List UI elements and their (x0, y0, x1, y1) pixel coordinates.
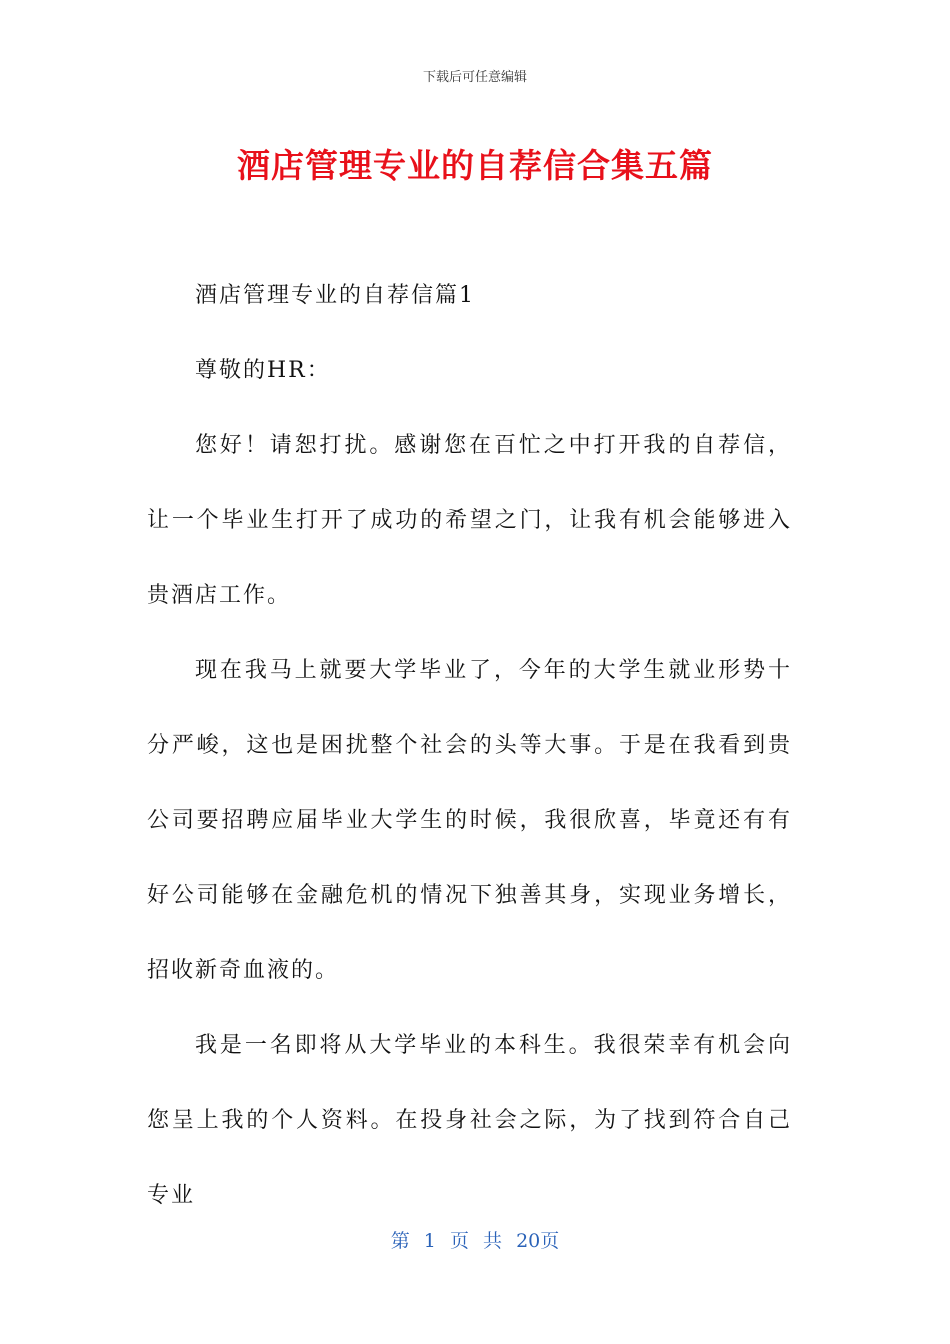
body-paragraph: 我是一名即将从大学毕业的本科生。我很荣幸有机会向您呈上我的个人资料。在投身社会之际，为了找到符合自己专业 (147, 1033, 792, 1208)
footer-current-page: 1 (423, 1230, 436, 1252)
document-title: 酒店管理专业的自荐信合集五篇 (237, 146, 713, 185)
footer-prefix: 第 (390, 1230, 410, 1252)
header-note: 下载后可任意编辑 (422, 70, 527, 85)
footer-page-word: 页 (449, 1230, 469, 1252)
document-body (147, 258, 792, 1233)
body-paragraph: 现在我马上就要大学毕业了，今年的大学生就业形势十分严峻，这也是困扰整个社会的头等大事。于是在我看到贵公司要招聘应届毕业大学生的时候，我很欣喜，毕竟还有有好公司能够在金融危机的情况下独善其身，实现业务增长，招收新奇血液的。 (147, 658, 792, 983)
salutation: 尊敬的HR： (195, 358, 331, 383)
body-paragraph: 您好！请恕打扰。感谢您在百忙之中打开我的自荐信，让一个毕业生打开了成功的希望之门，让我有机会能够进入贵酒店工作。 (147, 433, 792, 608)
footer-total-word: 共 (483, 1230, 503, 1252)
footer-total-pages: 20页 (516, 1230, 560, 1252)
section-heading: 酒店管理专业的自荐信篇1 (195, 283, 475, 308)
page-footer (0, 1226, 950, 1253)
